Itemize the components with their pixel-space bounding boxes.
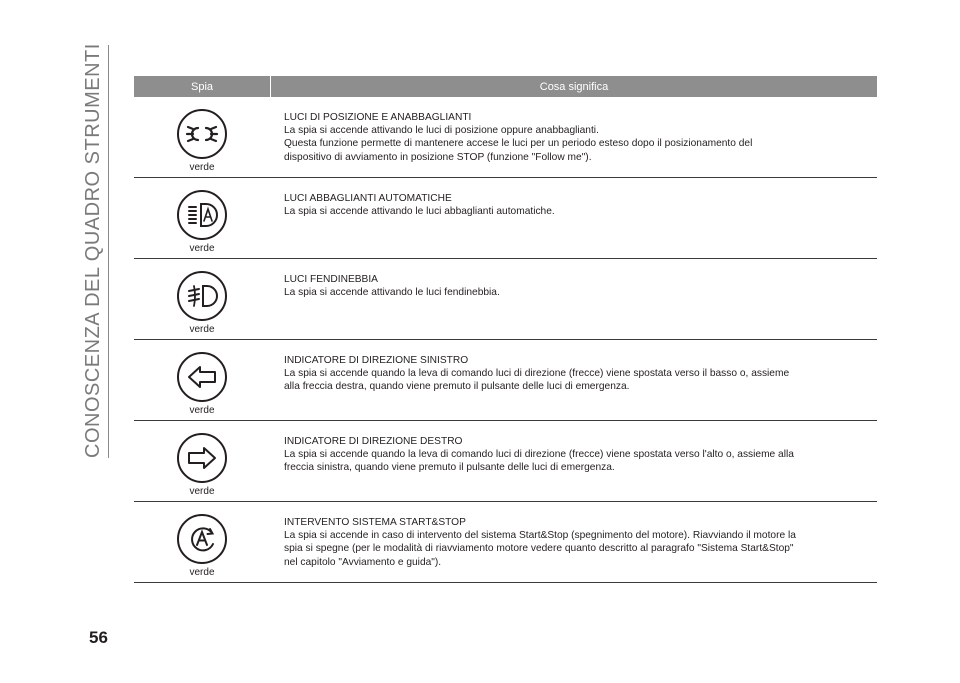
row-text-line: nel capitolo "Avviamento e guida"). (284, 556, 442, 568)
table-row (134, 502, 877, 583)
icon-cell (134, 259, 270, 339)
row-text-line: La spia si accende attivando le luci fendinebbia. (284, 287, 500, 299)
description-cell (270, 340, 877, 420)
description-cell (270, 502, 877, 582)
icon-color-label: verde (189, 324, 215, 335)
description-cell (270, 421, 877, 501)
icon-color-label: verde (189, 243, 215, 254)
header-spia: Spia (190, 80, 214, 93)
icon-cell (134, 340, 270, 420)
icon-cell (134, 97, 270, 177)
icon-cell (134, 178, 270, 258)
row-text-line: La spia si accende quando la leva di comando luci di direzione (frecce) viene spostata verso il basso o, assieme (284, 368, 790, 380)
row-text-line: Questa funzione permette di mantenere accese le luci per un periodo esteso dopo il posizionamento del (284, 138, 753, 150)
row-text-line: La spia si accende attivando le luci di posizione oppure anabbaglianti. (284, 125, 599, 137)
position-lights-icon (177, 109, 227, 159)
description-cell (270, 178, 877, 258)
start-stop-icon (177, 514, 227, 564)
row-text-line: La spia si accende attivando le luci abbaglianti automatiche. (284, 206, 555, 218)
table-row (134, 97, 877, 178)
row-text-line: dispositivo di avviamento in posizione STOP (funzione "Follow me"). (284, 151, 592, 163)
row-title: LUCI ABBAGLIANTI AUTOMATICHE (284, 193, 452, 204)
row-text-line: La spia si accende quando la leva di comando luci di direzione (frecce) viene spostata verso l'alto o, assieme alla (284, 449, 794, 461)
icon-color-label: verde (189, 162, 215, 173)
chapter-divider (108, 45, 109, 458)
table-row (134, 340, 877, 421)
right-turn-arrow-icon (177, 433, 227, 483)
row-text-line: spia si spegne (per le modalità di riavviamento motore vedere quanto descritto al paragrafo "Sistema Start&Stop" (284, 543, 794, 555)
row-title: LUCI FENDINEBBIA (284, 274, 378, 285)
icon-cell (134, 502, 270, 582)
row-title: INDICATORE DI DIREZIONE DESTRO (284, 436, 463, 447)
row-title: INTERVENTO SISTEMA START&STOP (284, 517, 466, 528)
icon-color-label: verde (189, 486, 215, 497)
chapter-title: CONOSCENZA DEL QUADRO STRUMENTI (82, 43, 104, 458)
warning-lights-table (134, 76, 877, 583)
row-text-line: freccia sinistra, quando viene premuto il pulsante delle luci di emergenza. (284, 462, 615, 474)
icon-color-label: verde (189, 405, 215, 416)
row-text-line: alla freccia destra, quando viene premuto il pulsante delle luci di emergenza. (284, 381, 630, 393)
icon-color-label: verde (189, 567, 215, 578)
table-row (134, 421, 877, 502)
row-title: LUCI DI POSIZIONE E ANABBAGLIANTI (284, 112, 472, 123)
fog-lights-icon (177, 271, 227, 321)
description-cell (270, 259, 877, 339)
icon-cell (134, 421, 270, 501)
header-cosa-significa: Cosa significa (270, 76, 877, 97)
table-row (134, 178, 877, 259)
table-row (134, 259, 877, 340)
description-cell (270, 97, 877, 177)
page-number: 56 (89, 628, 108, 647)
auto-high-beam-icon (177, 190, 227, 240)
table-header (134, 76, 877, 97)
row-text-line: La spia si accende in caso di intervento del sistema Start&Stop (spegnimento del motore). Riavviando il motore la (284, 530, 796, 542)
row-title: INDICATORE DI DIREZIONE SINISTRO (284, 355, 469, 366)
left-turn-arrow-icon (177, 352, 227, 402)
